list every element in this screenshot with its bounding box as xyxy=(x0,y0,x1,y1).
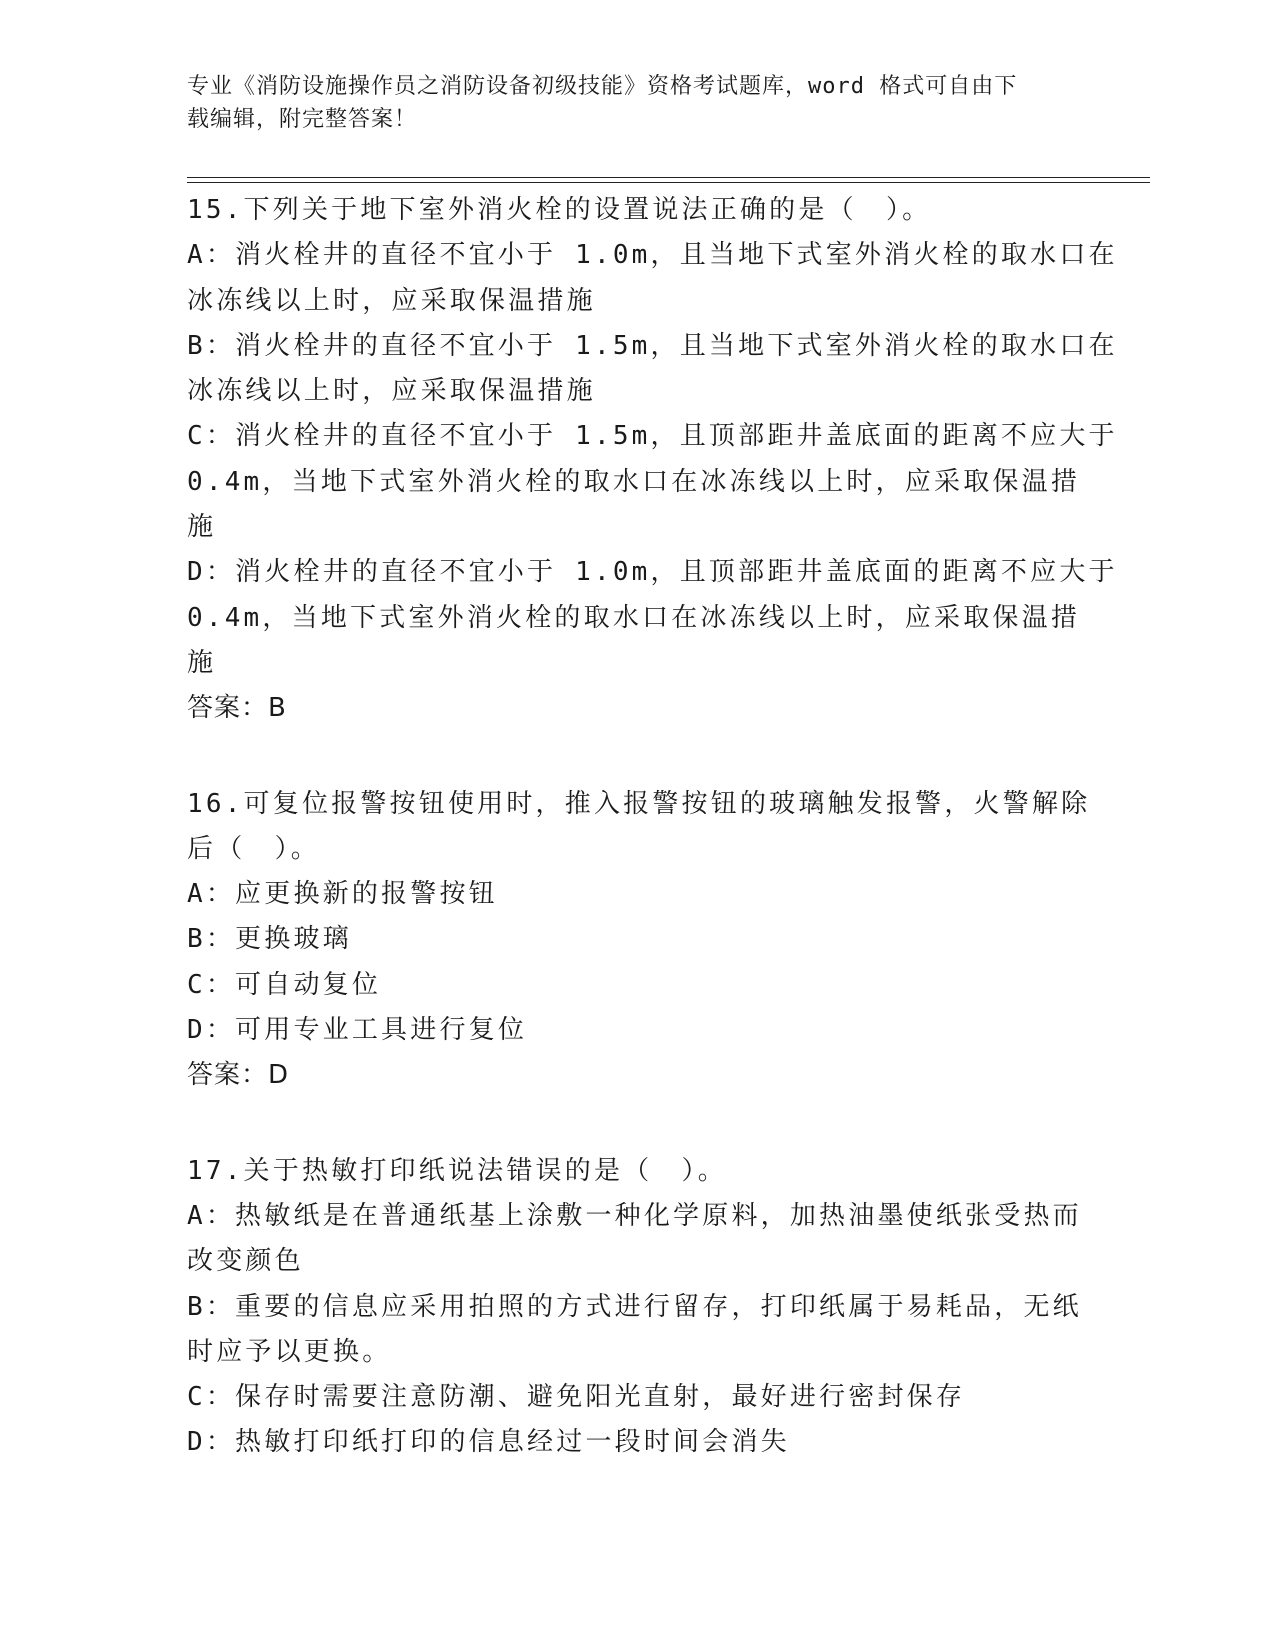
option-c xyxy=(187,1375,1087,1420)
option-text: C：保存时需要注意防潮、避免阳光直射，最好进行密封保存 xyxy=(187,1382,966,1413)
option-d xyxy=(187,1008,1087,1053)
option-a xyxy=(187,233,1118,324)
option-text: 冰冻线以上时，应采取保温措施 xyxy=(187,376,596,407)
option-a xyxy=(187,1194,1087,1285)
option-text: D：可用专业工具进行复位 xyxy=(187,1015,528,1046)
option-d xyxy=(187,1420,1087,1465)
option-text: 施 xyxy=(187,512,217,543)
option-text: 施 xyxy=(187,647,217,678)
header-divider xyxy=(187,182,1150,183)
question-16 xyxy=(187,782,1091,1099)
option-text: D：热敏打印纸打印的信息经过一段时间会消失 xyxy=(187,1427,790,1458)
option-text: C：消火栓井的直径不宜小于 1.5m，且顶部距井盖底面的距离不应大于 xyxy=(187,421,1118,452)
question-list xyxy=(187,188,1118,1516)
option-c xyxy=(187,963,1087,1008)
question-stem: 17.关于热敏打印纸说法错误的是（ ）。 xyxy=(187,1155,727,1186)
header-line: 载编辑，附完整答案！ xyxy=(187,107,418,132)
header-line: 专业《消防设施操作员之消防设备初级技能》资格考试题库，word 格式可自由下 xyxy=(187,74,1018,99)
option-text: A：应更换新的报警按钮 xyxy=(187,879,498,910)
option-text: B：消火栓井的直径不宜小于 1.5m，且当地下式室外消火栓的取水口在 xyxy=(187,330,1118,361)
option-b xyxy=(187,917,1087,962)
question-stem: 15.下列关于地下室外消火栓的设置说法正确的是（ ）。 xyxy=(187,195,932,225)
option-d xyxy=(187,550,1118,686)
option-a xyxy=(187,872,1087,917)
option-text: 改变颜色 xyxy=(187,1246,304,1277)
option-c xyxy=(187,414,1118,550)
option-text: 时应予以更换。 xyxy=(187,1336,392,1367)
option-text: 冰冻线以上时，应采取保温措施 xyxy=(187,285,596,316)
option-text: 0.4m，当地下式室外消火栓的取水口在冰冻线以上时，应采取保温措 xyxy=(187,602,1081,633)
option-text: B：更换玻璃 xyxy=(187,924,352,955)
option-text: B：重要的信息应采用拍照的方式进行留存，打印纸属于易耗品，无纸 xyxy=(187,1291,1082,1322)
option-text: C：可自动复位 xyxy=(187,969,382,1000)
option-b xyxy=(187,324,1118,415)
option-text: D：消火栓井的直径不宜小于 1.0m，且顶部距井盖底面的距离不应大于 xyxy=(187,557,1118,588)
page-header xyxy=(187,70,1067,136)
answer-label: 答案：D xyxy=(187,1060,290,1091)
answer-label: 答案：B xyxy=(187,693,287,724)
option-text: A：消火栓井的直径不宜小于 1.0m，且当地下式室外消火栓的取水口在 xyxy=(187,240,1118,271)
header-divider xyxy=(187,177,1150,178)
question-17 xyxy=(187,1149,1087,1466)
option-text: 0.4m，当地下式室外消火栓的取水口在冰冻线以上时，应采取保温措 xyxy=(187,466,1081,497)
question-stem: 后（ ）。 xyxy=(187,833,321,864)
option-b xyxy=(187,1285,1087,1376)
question-15 xyxy=(187,188,1118,732)
option-text: A：热敏纸是在普通纸基上涂敷一种化学原料，加热油墨使纸张受热而 xyxy=(187,1200,1082,1231)
question-stem: 16.可复位报警按钮使用时，推入报警按钮的玻璃触发报警，火警解除 xyxy=(187,788,1091,819)
